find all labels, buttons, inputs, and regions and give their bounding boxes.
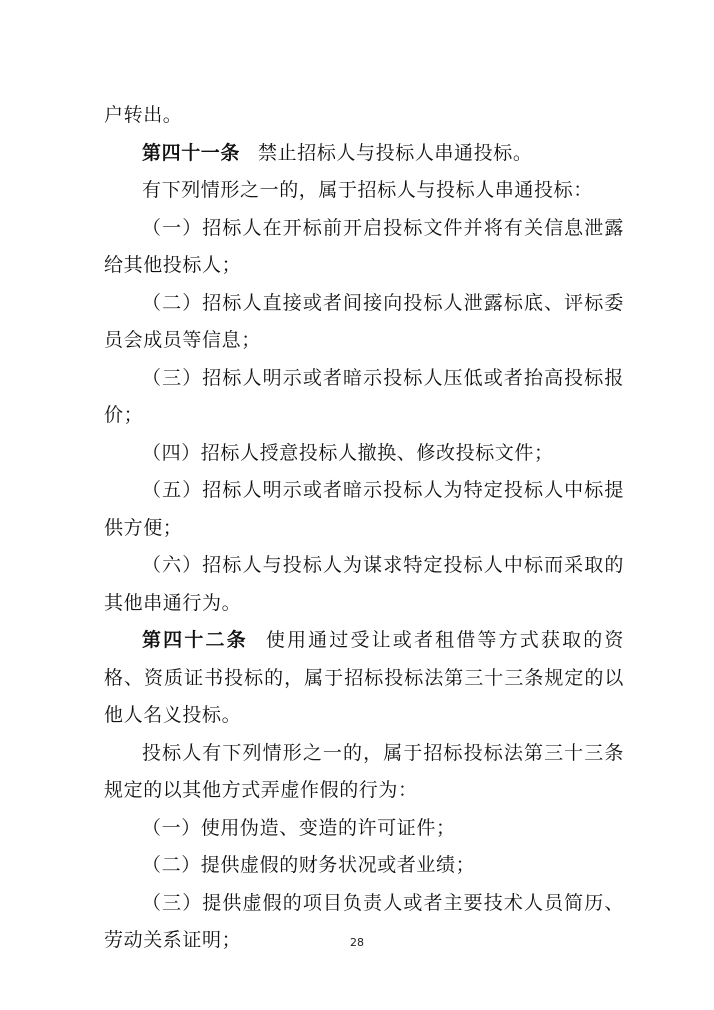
article-42-item-1: （一）使用伪造、变造的许可证件；: [142, 816, 456, 839]
article-41-item-6: （六）招标人与投标人为谋求特定投标人中标而采取的其他串通行为。: [104, 554, 624, 614]
article-41-item-2: （二）招标人直接或者间接向投标人泄露标底、评标委员会成员等信息；: [104, 291, 624, 351]
article-42-item-2: （二）提供虚假的财务状况或者业绩；: [142, 854, 476, 876]
article-42-item-3: （三）提供虚假的项目负责人或者主要技术人员简历、劳动关系证明；: [104, 891, 624, 951]
article-41-item-1: （一）招标人在开标前开启投标文件并将有关信息泄露给其他投标人；: [104, 216, 624, 276]
article-41-number: 第四十一条: [142, 141, 241, 164]
article-41-item-4: （四）招标人授意投标人撤换、修改投标文件；: [142, 441, 554, 464]
article-41-item-3: （三）招标人明示或者暗示投标人压低或者抬高投标报价；: [104, 366, 624, 426]
article-41-paragraph: [104, 135, 624, 173]
article-42-text: 使用通过受让或者租借等方式获取的资格、资质证书投标的，属于招标投标法第三十三条规定的以他人名义投标。: [104, 629, 624, 726]
article-41-intro: 有下列情形之一的，属于招标人与投标人串通投标：: [142, 179, 593, 201]
article-41-text: 禁止招标人与投标人串通投标。: [258, 141, 533, 164]
article-42-number: 第四十二条: [142, 629, 248, 651]
article-42-paragraph: [104, 622, 624, 735]
article-41-item-5: （五）招标人明示或者暗示投标人为特定投标人中标提供方便；: [104, 479, 624, 539]
body-text: [104, 97, 624, 960]
page-number: 28: [350, 936, 364, 949]
carryover-paragraph: 户转出。: [104, 104, 183, 126]
article-42-intro: 投标人有下列情形之一的，属于招标投标法第三十三条规定的以其他方式弄虚作假的行为：: [104, 741, 624, 801]
